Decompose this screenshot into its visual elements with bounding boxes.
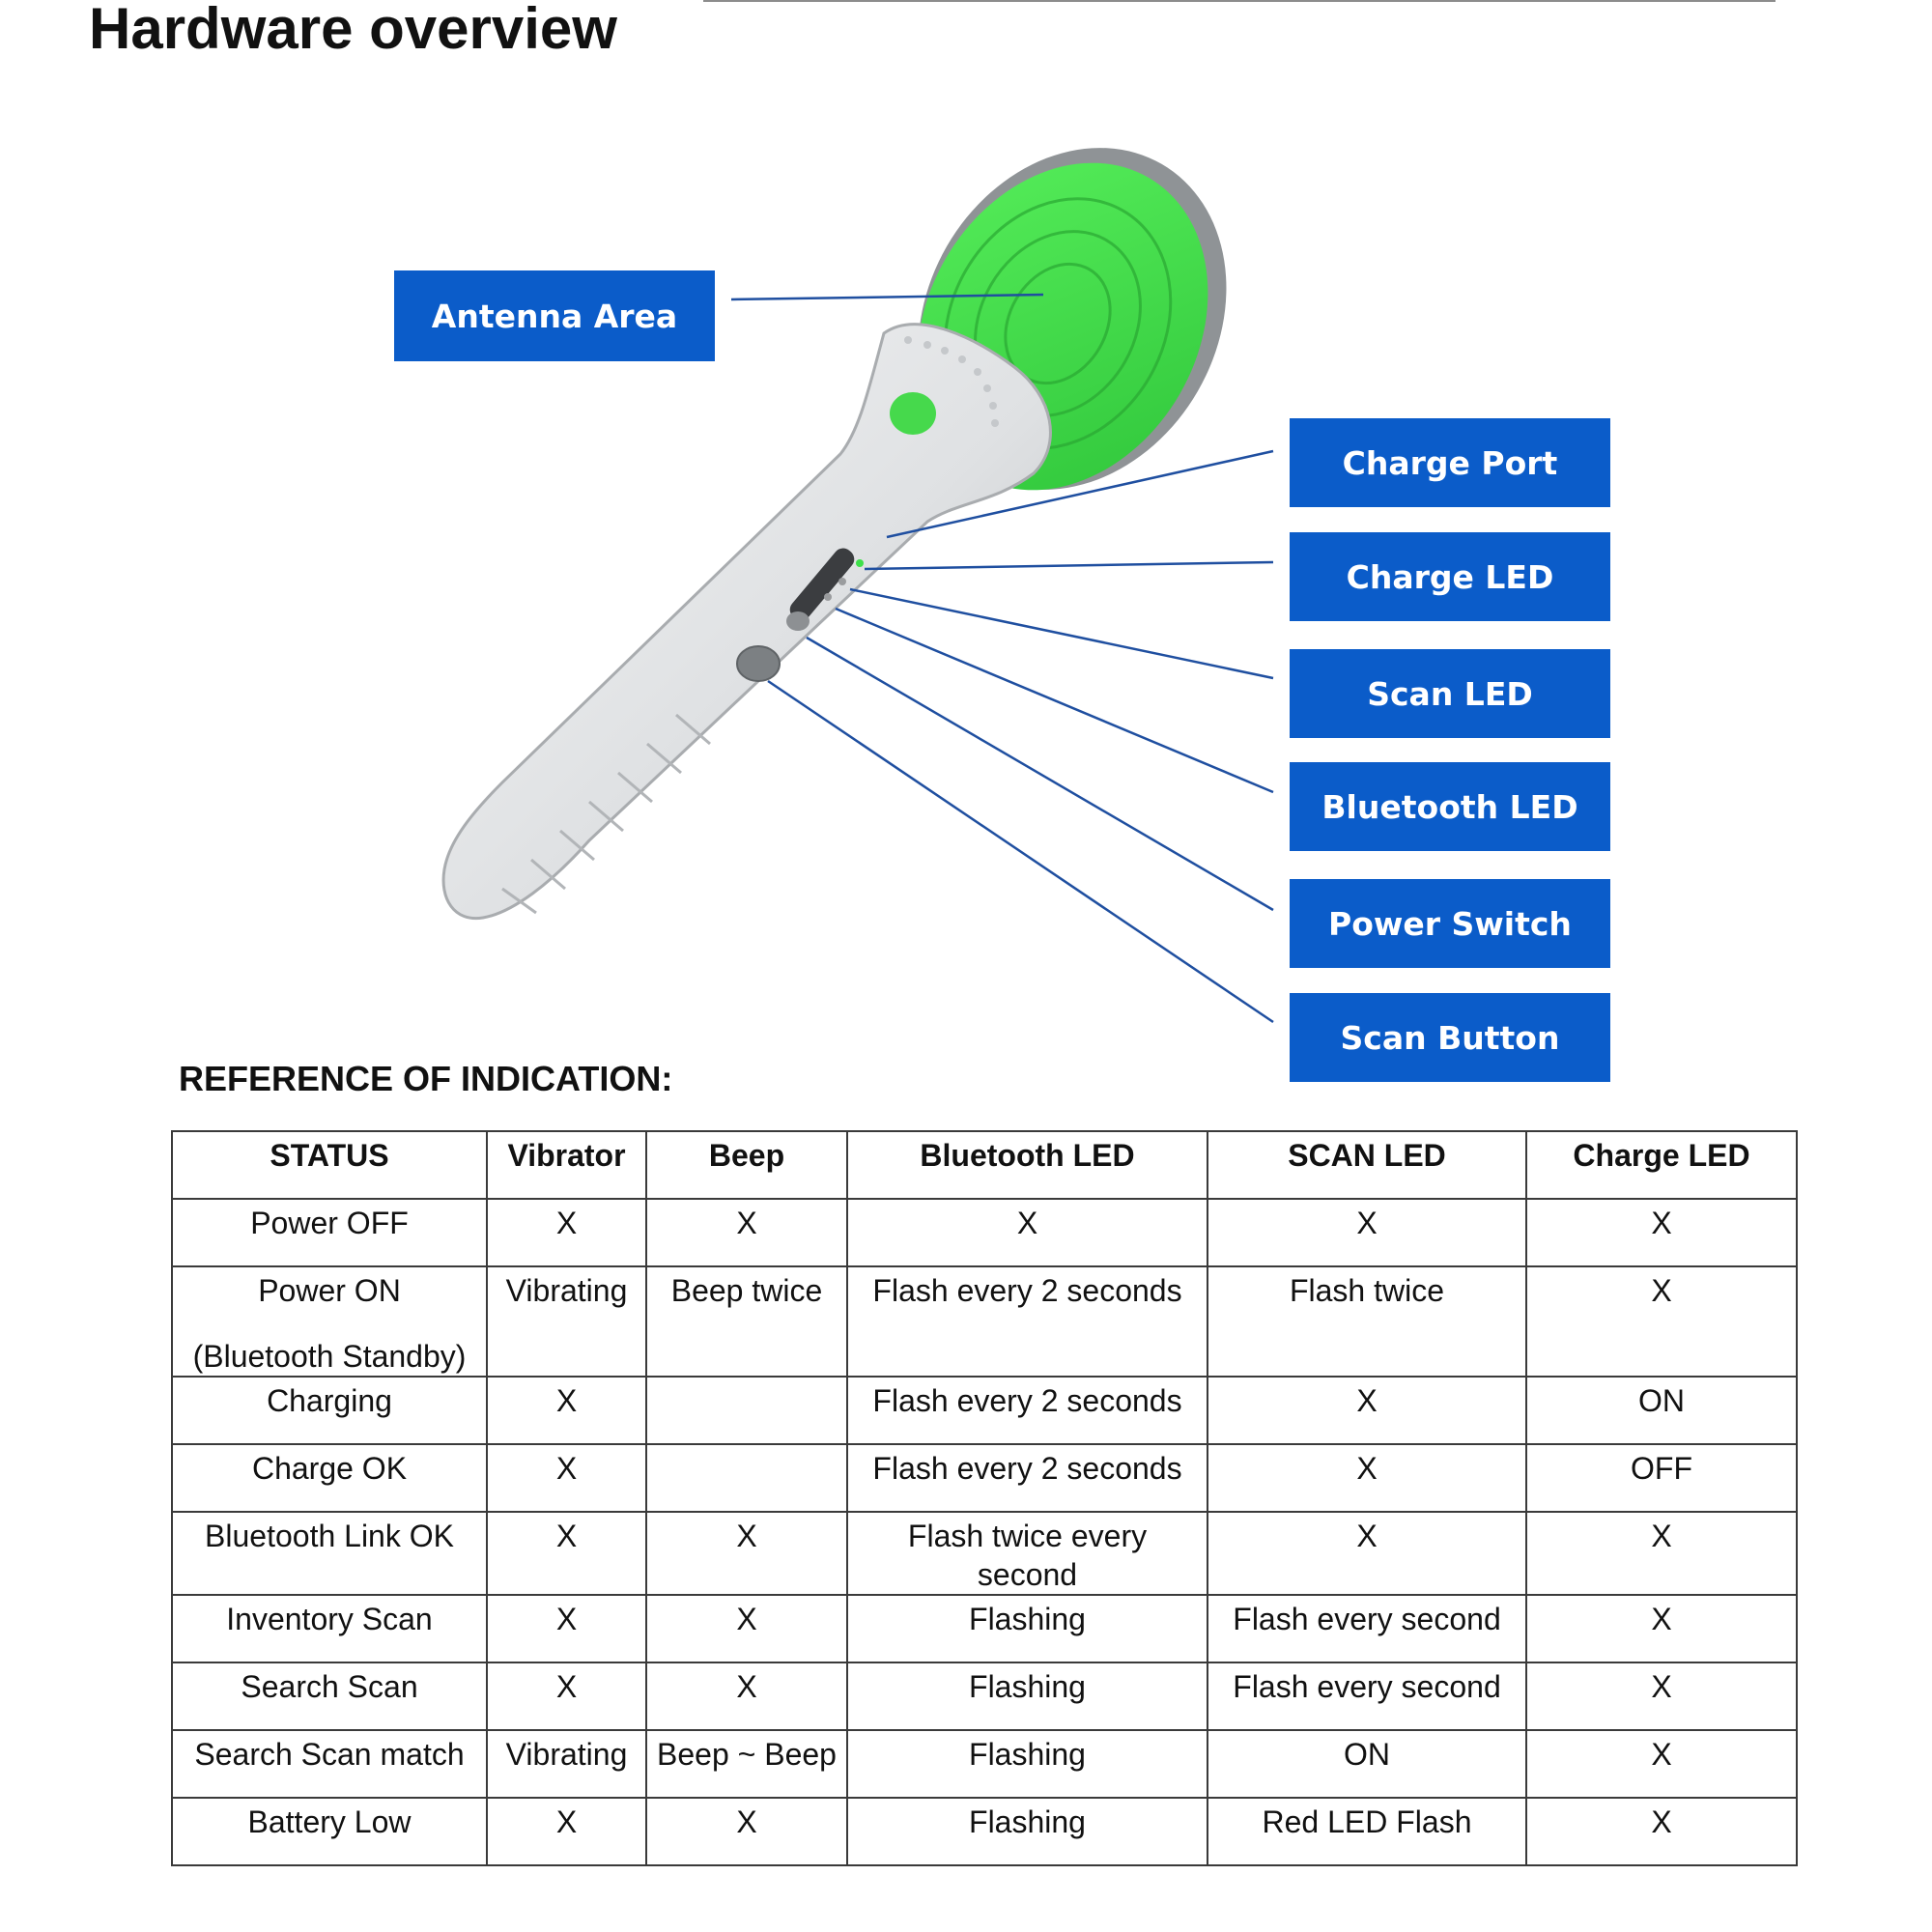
cell-bluetooth-led: Flash every 2 seconds bbox=[847, 1266, 1208, 1377]
table-header-row bbox=[172, 1131, 1797, 1199]
header-status: STATUS bbox=[172, 1131, 487, 1199]
table-row bbox=[172, 1730, 1797, 1798]
cell-beep: X bbox=[646, 1662, 847, 1730]
cell-vibrator: X bbox=[487, 1512, 646, 1595]
cell-charge-led: X bbox=[1526, 1512, 1797, 1595]
cell-scan-led: X bbox=[1208, 1377, 1526, 1444]
cell-status: Charge OK bbox=[172, 1444, 487, 1512]
cell-charge-led: X bbox=[1526, 1199, 1797, 1266]
cell-vibrator: Vibrating bbox=[487, 1730, 646, 1798]
header-bluetooth-led: Bluetooth LED bbox=[847, 1131, 1208, 1199]
page-title: Hardware overview bbox=[89, 0, 617, 61]
cell-bluetooth-led: X bbox=[847, 1199, 1208, 1266]
cell-bluetooth-led: Flashing bbox=[847, 1595, 1208, 1662]
cell-status: Battery Low bbox=[172, 1798, 487, 1865]
table-row bbox=[172, 1377, 1797, 1444]
cell-status: Search Scan match bbox=[172, 1730, 487, 1798]
leader-bluetooth-led bbox=[836, 609, 1273, 792]
cell-scan-led: X bbox=[1208, 1512, 1526, 1595]
callout-charge-port: Charge Port bbox=[1290, 418, 1610, 507]
reference-heading: REFERENCE OF INDICATION: bbox=[179, 1059, 673, 1098]
status-note: (Bluetooth Standby) bbox=[192, 1339, 467, 1374]
cell-bluetooth-led: Flash every 2 seconds bbox=[847, 1444, 1208, 1512]
header-scan-led: SCAN LED bbox=[1208, 1131, 1526, 1199]
cell-beep bbox=[646, 1377, 847, 1444]
cell-vibrator: X bbox=[487, 1199, 646, 1266]
cell-beep: X bbox=[646, 1595, 847, 1662]
table-row bbox=[172, 1512, 1797, 1595]
cell-charge-led: X bbox=[1526, 1266, 1797, 1377]
cell-scan-led: ON bbox=[1208, 1730, 1526, 1798]
cell-beep: X bbox=[646, 1512, 847, 1595]
cell-scan-led: Flash every second bbox=[1208, 1662, 1526, 1730]
callout-power-switch: Power Switch bbox=[1290, 879, 1610, 968]
cell-charge-led: ON bbox=[1526, 1377, 1797, 1444]
table-row bbox=[172, 1444, 1797, 1512]
cell-vibrator: X bbox=[487, 1798, 646, 1865]
cell-status: Bluetooth Link OK bbox=[172, 1512, 487, 1595]
cell-scan-led: X bbox=[1208, 1199, 1526, 1266]
cell-bluetooth-led: Flash twice every second bbox=[847, 1512, 1208, 1595]
cell-vibrator: X bbox=[487, 1662, 646, 1730]
cell-status: Inventory Scan bbox=[172, 1595, 487, 1662]
cell-vibrator: X bbox=[487, 1595, 646, 1662]
cell-bluetooth-led: Flash every 2 seconds bbox=[847, 1377, 1208, 1444]
scan-button-control bbox=[737, 646, 780, 681]
table-row bbox=[172, 1662, 1797, 1730]
cell-charge-led: X bbox=[1526, 1798, 1797, 1865]
cell-bluetooth-led: Flashing bbox=[847, 1662, 1208, 1730]
callout-scan-button: Scan Button bbox=[1290, 993, 1610, 1082]
cell-charge-led: X bbox=[1526, 1730, 1797, 1798]
header-charge-led: Charge LED bbox=[1526, 1131, 1797, 1199]
table-row bbox=[172, 1266, 1797, 1377]
cell-charge-led: X bbox=[1526, 1662, 1797, 1730]
device-handle bbox=[443, 325, 1050, 919]
cell-scan-led: Flash twice bbox=[1208, 1266, 1526, 1377]
cell-vibrator: X bbox=[487, 1377, 646, 1444]
indication-table bbox=[171, 1130, 1798, 1866]
callout-charge-led: Charge LED bbox=[1290, 532, 1610, 621]
power-switch-control bbox=[786, 611, 810, 631]
leader-scan-button bbox=[768, 681, 1273, 1022]
cell-beep: Beep twice bbox=[646, 1266, 847, 1377]
cell-beep bbox=[646, 1444, 847, 1512]
cell-bluetooth-led: Flashing bbox=[847, 1798, 1208, 1865]
leader-scan-led bbox=[850, 589, 1273, 678]
callout-scan-led: Scan LED bbox=[1290, 649, 1610, 738]
cell-scan-led: Flash every second bbox=[1208, 1595, 1526, 1662]
cell-status: Power OFF bbox=[172, 1199, 487, 1266]
cell-beep: X bbox=[646, 1199, 847, 1266]
cell-status: Search Scan bbox=[172, 1662, 487, 1730]
table-row bbox=[172, 1199, 1797, 1266]
cell-scan-led: Red LED Flash bbox=[1208, 1798, 1526, 1865]
callout-antenna-area: Antenna Area bbox=[394, 270, 715, 361]
callout-bluetooth-led: Bluetooth LED bbox=[1290, 762, 1610, 851]
charge-led-dot bbox=[856, 559, 864, 567]
cell-vibrator: X bbox=[487, 1444, 646, 1512]
table-row bbox=[172, 1595, 1797, 1662]
cell-status: Charging bbox=[172, 1377, 487, 1444]
header-vibrator: Vibrator bbox=[487, 1131, 646, 1199]
cell-vibrator: Vibrating bbox=[487, 1266, 646, 1377]
cell-bluetooth-led: Flashing bbox=[847, 1730, 1208, 1798]
status-label: Power ON bbox=[258, 1273, 401, 1308]
cell-beep: Beep ~ Beep bbox=[646, 1730, 847, 1798]
cell-charge-led: OFF bbox=[1526, 1444, 1797, 1512]
head-indicator bbox=[890, 392, 936, 435]
leader-power-switch bbox=[807, 638, 1273, 910]
leader-charge-led bbox=[865, 562, 1273, 569]
cell-beep: X bbox=[646, 1798, 847, 1865]
header-beep: Beep bbox=[646, 1131, 847, 1199]
cell-status bbox=[172, 1266, 487, 1377]
table-row bbox=[172, 1798, 1797, 1865]
cell-charge-led: X bbox=[1526, 1595, 1797, 1662]
cell-scan-led: X bbox=[1208, 1444, 1526, 1512]
